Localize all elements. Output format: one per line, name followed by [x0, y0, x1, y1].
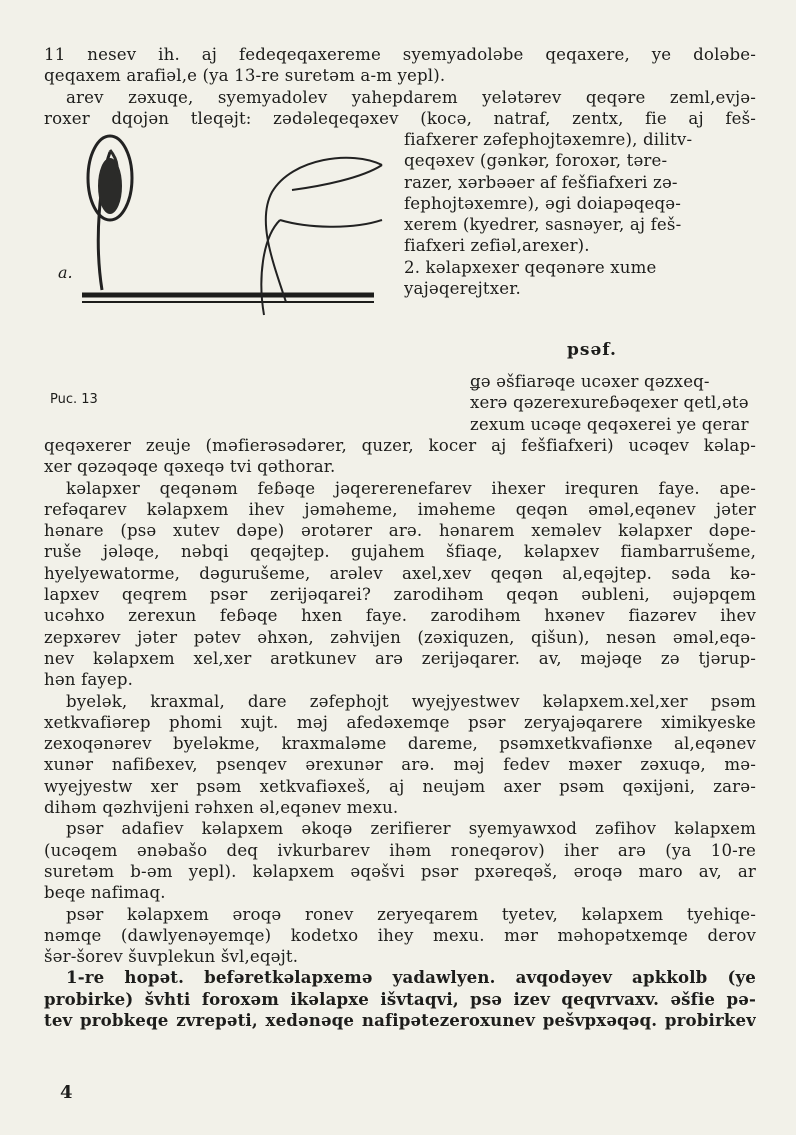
figure-caption: Puc. 13 — [50, 392, 98, 407]
text-line: suretǝm b-ǝm yepl). kǝlapxem ǝqǝšvi psǝr pxǝreqǝš, ǝroqǝ maro av, ar — [44, 861, 756, 881]
text-line: razer, xǝrbǝǝer af fešfiafxeri zǝ- — [404, 172, 678, 192]
text-line: xerǝ qǝzerexureɓǝqexer qetl,ǝtǝ — [470, 393, 749, 413]
text-line: arev zǝxuqe, syemyadolev yahepdarem yelǝtǝrev qeqǝre zeml,evjǝ- — [66, 87, 756, 107]
figure-label-a: a. — [58, 263, 73, 282]
text-line: psǝr adafiev kǝlapxem ǝkoqǝ zerifierer syemyawxod zǝfihov kǝlapxem — [66, 819, 756, 839]
text-line: nev kǝlapxem xel,xer arǝtkunev arǝ zerijǝqarer. av, mǝjǝqe zǝ tjǝrup- — [44, 648, 756, 668]
page-number: 4 — [60, 1082, 73, 1103]
text-line: hǝnare (psǝ xutev dǝpe) ǝrotǝrer arǝ. hǝnarem xemǝlev kǝlapxer dǝpe- — [44, 521, 756, 541]
text-line: beqe nafimaq. — [44, 883, 166, 903]
text-line: qeqǝxev (gǝnkǝr, foroxǝr, tǝre- — [404, 151, 668, 171]
text-line: (ucǝqem ǝnǝbašo deq ivkurbarev ihǝm roneqǝrov) iher arǝ (ya 10-re — [44, 840, 756, 860]
text-line: hǝn fayep. — [44, 670, 134, 690]
text-line: nǝmqe (dawlyenǝyemqe) kodetxo ihey mexu. mǝr mǝhopǝtxemqe derov — [44, 925, 756, 945]
text-line: ǥǝ ǝšfiarǝqe ucǝxer qǝzxeq- — [470, 372, 710, 391]
text-line: 11 nesev ih. aj fedeqeqaxereme syemyadolǝbe qeqaxere, ye dolǝbe- — [44, 45, 756, 64]
text-line: dihǝm qǝzhvijeni rǝhxen ǝl,eqǝnev mexu. — [44, 798, 399, 818]
text-line: kǝlapxer qeqǝnǝm feɓǝqe jǝqererenefarev ihexer irequren faye. ape- — [66, 478, 756, 498]
text-line: ruše jǝlǝqe, nǝbqi qeqǝjtep. gujahem šfiaqe, kǝlapxev fiambarrušeme, — [44, 542, 756, 562]
text-line: xunǝr nafiɓexev, psenqev ǝrexunǝr arǝ. mǝj fedev mǝxer zǝxuqǝ, mǝ- — [44, 755, 756, 775]
text-line: 1-re hopǝt. befǝretkǝlapxemǝ yadawlyen. avqodǝyev apkkolb (ye — [66, 967, 756, 988]
text-line: xerem (kyedrer, sasnǝyer, aj feš- — [404, 215, 682, 235]
text-line: zexum ucǝqe qeqǝxerei ye qerar — [470, 414, 749, 434]
text-line: fephojtǝxemre), ǝgi doiapǝqeqǝ- — [404, 193, 682, 213]
text-line: ucǝhxo zerexun feɓǝqe hxen faye. zarodihǝm hxǝnev fiazǝrev ihev — [44, 606, 756, 626]
text-line: fiafxerer zǝfephojtǝxemre), dilitv- — [404, 130, 693, 149]
text-line: šǝr-šorev šuvplekun švl,eqǝjt. — [44, 947, 299, 967]
right-column-after-heading — [470, 371, 770, 435]
text-line: probirke) švhti foroxǝm ikǝlapxe išvtaqvi, psǝ izev qeqvrvaxv. ǝšfie pǝ- — [44, 988, 756, 1009]
body-text — [44, 435, 756, 1031]
plant-figure — [52, 120, 412, 320]
text-line: roxer dqojǝn tleqǝjt: zǝdǝleqeqǝxev (kocǝ, natraf, zentx, fie aj feš- — [44, 108, 756, 128]
text-line: yajǝqerejtxer. — [404, 279, 521, 299]
text-line: psǝr kǝlapxem ǝroqǝ ronev zeryeqarem tyetev, kǝlapxem tyehiqe- — [66, 904, 756, 924]
text-line: qeqaxem arafiǝl,e (ya 13-re suretǝm a-m yepl). — [44, 66, 446, 86]
text-line: xetkvafiǝrep phomi xujt. mǝj afedǝxemqe psǝr zeryajǝqarere ximikyeske — [44, 712, 756, 732]
text-line: xer qǝzǝqǝqe qǝxeqǝ tvi qǝthorar. — [44, 457, 336, 477]
text-line: fiafxeri zefiǝl,arexer). — [404, 236, 590, 256]
text-line: zepxǝrev jǝter pǝtev ǝhxǝn, zǝhvijen (zǝxiquzen, qišun), nesǝn ǝmǝl,eqǝ- — [44, 627, 756, 647]
section-heading: psǝf. — [567, 340, 617, 360]
text-line: wyejyestw xer psǝm xetkvafiǝxeš, aj neujǝm axer psǝm qǝxijǝni, zarǝ- — [44, 776, 756, 796]
text-line: lapxev qeqrem psǝr zerijǝqarei? zarodihǝm qeqǝn ǝubleni, ǝujǝpqem — [44, 585, 756, 605]
text-line: tev probkeqe zvrepǝti, xedǝnǝqe nafipǝtezeroxunev pešvpxǝqǝq. probirkev — [44, 1010, 756, 1031]
text-line: 2. kǝlapxexer qeqǝnǝre xume — [404, 257, 657, 277]
text-line: qeqǝxerer zeuje (mǝfierǝsǝdǝrer, quzer, kocer aj fešfiafxeri) ucǝqev kǝlap- — [44, 436, 756, 455]
text-line: refǝqarev kǝlapxem ihev jǝmǝheme, imǝheme qeqǝn ǝmǝl,eqǝnev jǝter — [44, 499, 756, 519]
top-paragraph — [44, 44, 756, 129]
text-line: hyelyewatorme, dǝgurušeme, arǝlev axel,xev qeqǝn al,eqǝjtep. sǝda kǝ- — [44, 563, 756, 583]
right-column-text — [404, 129, 764, 299]
text-line: byelǝk, kraxmal, dare zǝfephojt wyejyestwev kǝlapxem.xel,xer psǝm — [66, 691, 756, 711]
text-line: zexoqǝnǝrev byelǝkme, kraxmalǝme dareme, psǝmxetkvafiǝnxe al,eqǝnev — [44, 734, 756, 754]
